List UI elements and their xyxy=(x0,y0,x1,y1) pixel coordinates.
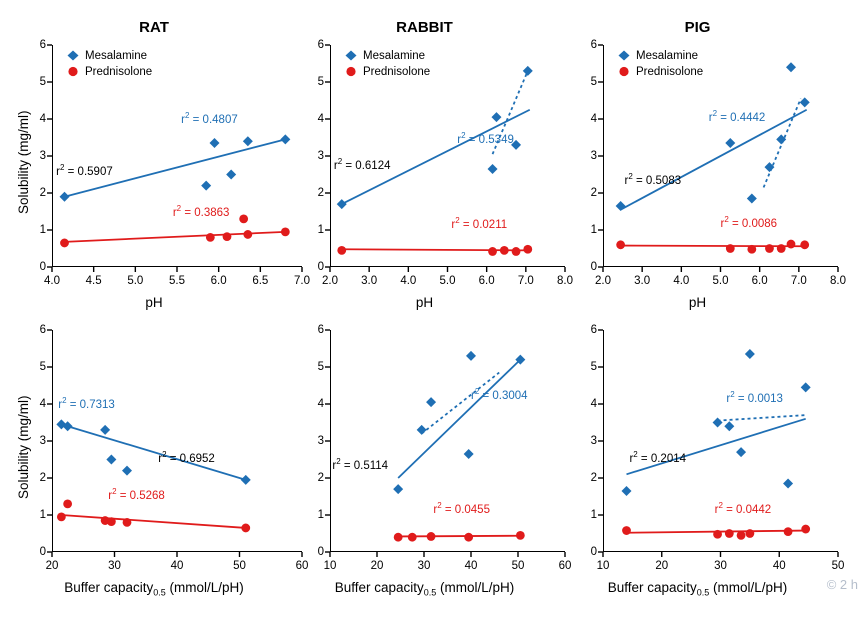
y-tick-label: 6 xyxy=(317,324,324,336)
data-point-prednisolone xyxy=(784,527,793,536)
y-tick-label: 3 xyxy=(317,435,324,447)
fit-line-prednisolone-solid xyxy=(65,232,286,242)
x-tick-label: 20 xyxy=(45,560,59,572)
r-squared-annotation: $r^2 = 0.2014$ xyxy=(629,449,687,465)
x-tick-label: 50 xyxy=(831,560,845,572)
y-tick-label: 2 xyxy=(39,187,46,199)
fit-line-mesalamine-solid xyxy=(627,419,806,475)
watermark: © 2 h xyxy=(826,577,858,592)
y-tick-label: 0 xyxy=(317,546,324,558)
fit-line-prednisolone-solid xyxy=(61,515,245,528)
data-point-mesalamine xyxy=(417,425,427,435)
y-axis-title: Solubility (mg/ml) xyxy=(16,395,31,499)
prednisolone-marker-icon xyxy=(617,65,631,78)
y-tick-label: 3 xyxy=(39,150,46,162)
data-point-mesalamine xyxy=(783,479,793,489)
x-tick-label: 60 xyxy=(558,560,572,572)
fit-line-mesalamine-dotted xyxy=(718,415,806,421)
data-point-prednisolone xyxy=(616,240,625,249)
data-point-mesalamine xyxy=(393,484,403,494)
mesalamine-marker-icon xyxy=(66,49,80,62)
r-squared-annotation: $r^2 = 0.5083$ xyxy=(624,172,682,187)
data-point-mesalamine xyxy=(488,164,498,174)
legend-label-prednisolone: Prednisolone xyxy=(636,65,704,78)
panel-title-rat-ph: RAT xyxy=(139,19,169,36)
data-point-mesalamine xyxy=(60,192,70,202)
data-point-mesalamine xyxy=(241,475,251,485)
data-point-prednisolone xyxy=(63,500,72,509)
y-tick-label: 6 xyxy=(39,39,46,51)
panel-title-pig-ph: PIG xyxy=(684,19,711,36)
x-tick-label: 2.0 xyxy=(322,275,338,287)
data-point-mesalamine xyxy=(724,421,734,431)
data-point-prednisolone xyxy=(765,244,774,253)
r-squared-annotation: $r^2 = 0.5349$ xyxy=(457,131,514,147)
r-squared-annotation: $r^2 = 0.5907$ xyxy=(56,162,113,178)
x-tick-label: 6.0 xyxy=(210,275,227,287)
chart-panel-rat-bc xyxy=(6,304,316,596)
y-tick-label: 1 xyxy=(317,224,324,236)
data-point-prednisolone xyxy=(512,247,521,256)
x-tick-label: 5.0 xyxy=(712,275,729,287)
y-tick-label: 1 xyxy=(590,224,597,236)
legend-label-mesalamine: Mesalamine xyxy=(636,49,698,62)
x-tick-label: 30 xyxy=(714,560,727,572)
y-tick-label: 4 xyxy=(590,113,597,125)
data-point-prednisolone xyxy=(725,529,734,538)
x-tick-label: 3.0 xyxy=(361,275,378,287)
r-squared-annotation: $r^2 = 0.6952$ xyxy=(158,449,215,465)
y-axis-title: Solubility (mg/ml) xyxy=(16,110,31,214)
x-tick-label: 10 xyxy=(596,560,610,572)
x-tick-label: 30 xyxy=(417,560,431,572)
data-point-prednisolone xyxy=(57,512,66,521)
x-axis-title: Buffer capacity$_{0.5}$ (mmol/L/pH) xyxy=(64,580,244,598)
prednisolone-marker-icon xyxy=(66,65,80,78)
y-tick-label: 2 xyxy=(39,472,46,484)
data-point-prednisolone xyxy=(123,518,132,527)
data-point-prednisolone xyxy=(622,526,631,535)
x-tick-label: 3.0 xyxy=(634,275,651,287)
r-squared-annotation: $r^2 = 0.5268$ xyxy=(108,486,165,502)
data-point-prednisolone xyxy=(243,230,252,239)
legend-pig-ph xyxy=(617,49,703,81)
data-point-mesalamine xyxy=(713,418,723,428)
data-point-mesalamine xyxy=(736,447,746,457)
data-point-mesalamine xyxy=(100,425,110,435)
data-point-prednisolone xyxy=(206,233,215,242)
x-tick-label: 4.0 xyxy=(673,275,690,287)
x-tick-label: 6.0 xyxy=(478,275,495,287)
data-point-mesalamine xyxy=(337,199,347,209)
y-tick-label: 0 xyxy=(39,261,46,273)
legend-item-mesalamine xyxy=(617,49,703,62)
fit-line-mesalamine-solid xyxy=(61,424,245,480)
x-tick-label: 4.5 xyxy=(85,275,102,287)
legend-rabbit-ph xyxy=(344,49,430,81)
data-point-prednisolone xyxy=(427,532,436,541)
y-tick-label: 2 xyxy=(590,187,597,199)
data-point-prednisolone xyxy=(223,232,232,241)
x-tick-label: 8.0 xyxy=(557,275,573,287)
data-point-mesalamine xyxy=(122,466,132,476)
r-squared-annotation: $r^2 = 0.4807$ xyxy=(181,111,238,126)
data-point-prednisolone xyxy=(713,530,722,539)
data-point-mesalamine xyxy=(243,136,253,146)
x-tick-label: 50 xyxy=(511,560,525,572)
legend-item-prednisolone xyxy=(344,65,430,78)
y-tick-label: 1 xyxy=(39,224,46,236)
fit-line-mesalamine-solid xyxy=(621,110,807,210)
y-tick-label: 5 xyxy=(317,76,324,88)
data-point-mesalamine xyxy=(226,170,236,180)
y-tick-label: 0 xyxy=(590,261,597,273)
data-point-mesalamine xyxy=(210,138,220,148)
x-tick-label: 5.5 xyxy=(169,275,185,287)
x-axis-title: pH xyxy=(415,295,434,310)
y-tick-label: 3 xyxy=(590,150,597,162)
x-tick-label: 4.0 xyxy=(44,275,60,287)
chart-panel-rat-ph xyxy=(6,19,316,311)
data-point-prednisolone xyxy=(337,246,346,255)
data-point-prednisolone xyxy=(394,533,403,542)
mesalamine-marker-icon xyxy=(617,49,631,62)
x-tick-label: 2.0 xyxy=(595,275,611,287)
r-squared-annotation: $r^2 = 0.5114$ xyxy=(332,457,389,472)
x-axis-title: Buffer capacity$_{0.5}$ (mmol/L/pH) xyxy=(607,580,788,598)
y-tick-label: 4 xyxy=(317,398,324,410)
y-tick-label: 3 xyxy=(39,435,46,447)
chart-panel-rabbit-ph xyxy=(284,19,579,311)
chart-panel-pig-ph xyxy=(557,19,852,311)
data-point-prednisolone xyxy=(241,524,250,533)
y-tick-label: 5 xyxy=(590,361,597,373)
data-point-prednisolone xyxy=(107,517,116,526)
data-point-prednisolone xyxy=(737,531,746,540)
x-tick-label: 40 xyxy=(772,560,786,572)
y-tick-label: 0 xyxy=(39,546,46,558)
x-tick-label: 10 xyxy=(323,560,337,572)
legend-item-prednisolone xyxy=(66,65,152,78)
fit-line-mesalamine-solid xyxy=(398,360,520,478)
y-tick-label: 0 xyxy=(317,261,324,273)
legend-label-prednisolone: Prednisolone xyxy=(85,65,153,78)
r-squared-annotation: $r^2 = 0.6124$ xyxy=(333,157,391,173)
y-tick-label: 3 xyxy=(590,435,597,447)
y-tick-label: 4 xyxy=(39,113,46,125)
chart-panel-rabbit-bc xyxy=(284,304,579,596)
y-tick-label: 4 xyxy=(590,398,597,410)
legend-label-mesalamine: Mesalamine xyxy=(85,49,147,62)
data-point-prednisolone xyxy=(800,240,809,249)
data-point-mesalamine xyxy=(747,194,757,204)
data-point-prednisolone xyxy=(747,245,756,254)
x-tick-label: 5.0 xyxy=(127,275,144,287)
data-point-mesalamine xyxy=(622,486,632,496)
data-point-mesalamine xyxy=(464,449,474,459)
panel-title-rabbit-ph: RABBIT xyxy=(396,19,453,36)
r-squared-annotation: $r^2 = 0.0086$ xyxy=(720,214,778,230)
x-axis-title: pH xyxy=(688,295,707,310)
r-squared-annotation: $r^2 = 0.3004$ xyxy=(471,386,528,402)
legend-item-mesalamine xyxy=(344,49,430,62)
y-tick-label: 5 xyxy=(39,76,46,88)
y-tick-label: 1 xyxy=(590,509,597,521)
x-tick-label: 7.0 xyxy=(294,275,310,287)
data-point-prednisolone xyxy=(408,533,417,542)
data-point-mesalamine xyxy=(426,397,436,407)
y-tick-label: 1 xyxy=(39,509,46,521)
r-squared-annotation: $r^2 = 0.3863$ xyxy=(172,203,230,219)
r-squared-annotation: $r^2 = 0.4442$ xyxy=(708,109,766,124)
x-tick-label: 5.0 xyxy=(439,275,456,287)
mesalamine-marker-icon xyxy=(344,49,358,62)
y-tick-label: 3 xyxy=(317,150,324,162)
data-point-prednisolone xyxy=(523,245,532,254)
r-squared-annotation: $r^2 = 0.0211$ xyxy=(451,216,508,232)
y-tick-label: 6 xyxy=(317,39,324,51)
x-tick-label: 20 xyxy=(655,560,669,572)
data-point-prednisolone xyxy=(464,533,473,542)
r-squared-annotation: $r^2 = 0.0442$ xyxy=(714,501,772,517)
legend-label-prednisolone: Prednisolone xyxy=(363,65,431,78)
y-tick-label: 1 xyxy=(317,509,324,521)
data-point-prednisolone xyxy=(500,246,509,255)
x-tick-label: 40 xyxy=(170,560,184,572)
y-tick-label: 5 xyxy=(39,361,46,373)
y-tick-label: 4 xyxy=(317,113,324,125)
data-point-mesalamine xyxy=(745,349,755,359)
data-point-mesalamine xyxy=(786,62,796,72)
data-point-mesalamine xyxy=(106,455,116,465)
y-tick-label: 6 xyxy=(590,39,597,51)
x-tick-label: 8.0 xyxy=(830,275,846,287)
x-tick-label: 7.0 xyxy=(517,275,534,287)
data-point-prednisolone xyxy=(239,215,248,224)
y-tick-label: 6 xyxy=(39,324,46,336)
data-point-mesalamine xyxy=(491,112,501,122)
legend-rat-ph xyxy=(66,49,152,81)
y-tick-label: 5 xyxy=(317,361,324,373)
prednisolone-marker-icon xyxy=(344,65,358,78)
data-point-mesalamine xyxy=(801,382,811,392)
y-tick-label: 4 xyxy=(39,398,46,410)
x-tick-label: 6.5 xyxy=(252,275,269,287)
legend-item-mesalamine xyxy=(66,49,152,62)
r-squared-annotation: $r^2 = 0.0455$ xyxy=(433,501,490,517)
y-tick-label: 2 xyxy=(317,472,324,484)
data-point-prednisolone xyxy=(60,239,69,248)
x-axis-title: pH xyxy=(145,295,163,310)
data-point-prednisolone xyxy=(516,531,525,540)
x-axis-title: Buffer capacity$_{0.5}$ (mmol/L/pH) xyxy=(334,580,515,598)
x-tick-label: 7.0 xyxy=(790,275,807,287)
data-point-prednisolone xyxy=(745,529,754,538)
data-point-mesalamine xyxy=(201,181,211,191)
x-tick-label: 50 xyxy=(233,560,246,572)
x-tick-label: 4.0 xyxy=(400,275,417,287)
x-tick-label: 6.0 xyxy=(751,275,768,287)
data-point-mesalamine xyxy=(466,351,476,361)
data-point-prednisolone xyxy=(488,247,497,256)
data-point-prednisolone xyxy=(726,244,735,253)
legend-label-mesalamine: Mesalamine xyxy=(363,49,425,62)
data-point-mesalamine xyxy=(616,201,626,211)
y-tick-label: 0 xyxy=(590,546,597,558)
y-tick-label: 2 xyxy=(317,187,324,199)
y-tick-label: 6 xyxy=(590,324,597,336)
legend-item-prednisolone xyxy=(617,65,703,78)
x-tick-label: 20 xyxy=(370,560,384,572)
x-tick-label: 40 xyxy=(464,560,478,572)
data-point-prednisolone xyxy=(801,525,810,534)
chart-panel-pig-bc xyxy=(557,304,852,596)
y-tick-label: 2 xyxy=(590,472,597,484)
r-squared-annotation: $r^2 = 0.0013$ xyxy=(726,390,783,406)
r-squared-annotation: $r^2 = 0.7313$ xyxy=(58,396,115,411)
data-point-prednisolone xyxy=(787,240,796,249)
data-point-mesalamine xyxy=(523,66,533,76)
y-tick-label: 5 xyxy=(590,76,597,88)
x-tick-label: 60 xyxy=(295,560,309,572)
data-point-mesalamine xyxy=(725,138,735,148)
x-tick-label: 30 xyxy=(108,560,121,572)
data-point-prednisolone xyxy=(777,244,786,253)
